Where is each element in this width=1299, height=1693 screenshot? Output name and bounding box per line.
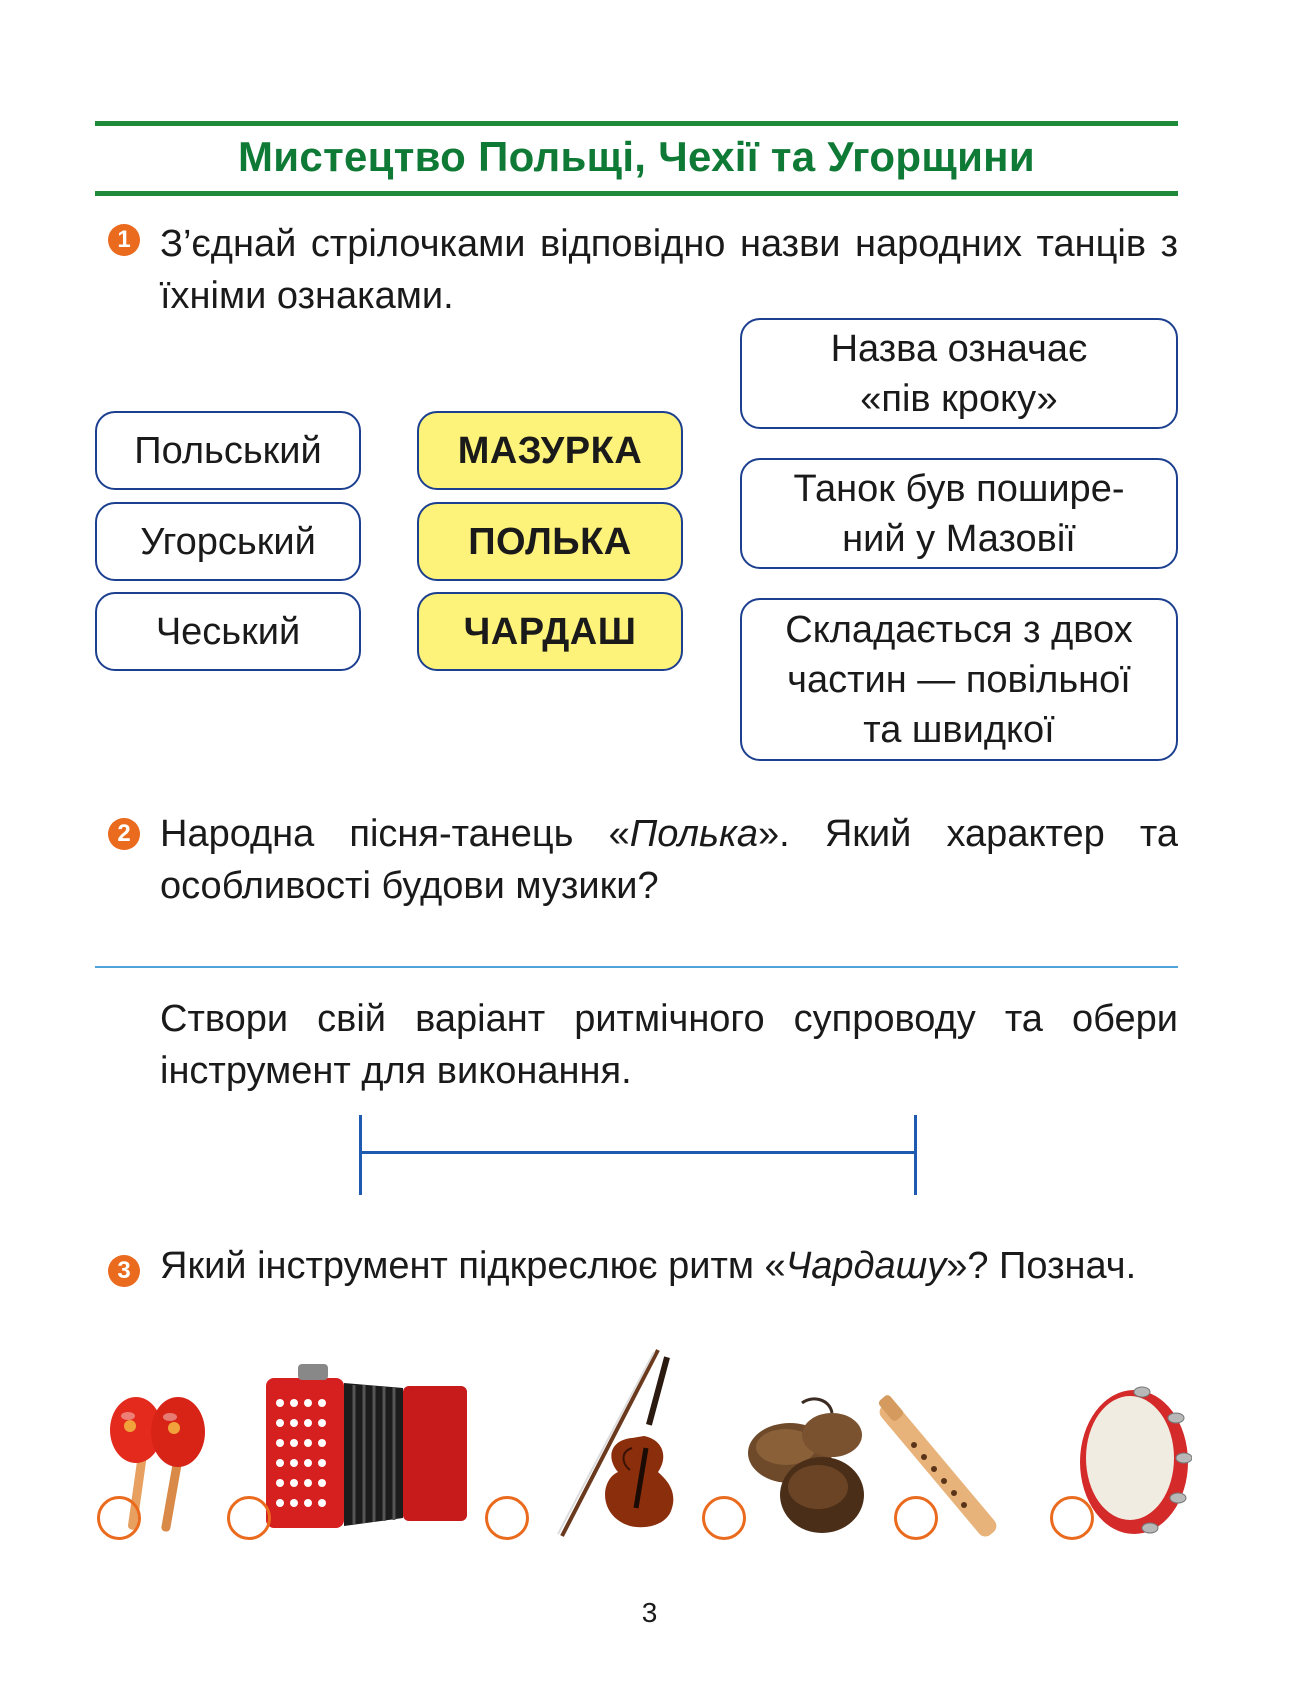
rhythm-task-text: Створи свій варіант ритмічного супроводу та обери інструмент для виконання. — [160, 998, 1178, 1092]
answer-line[interactable] — [95, 966, 1178, 968]
mark-circle-castanets[interactable] — [702, 1496, 746, 1540]
task-2-text-italic: Полька — [629, 813, 759, 855]
feature-box-half-step[interactable] — [740, 318, 1178, 429]
feature-1-line-2: «пів кроку» — [860, 377, 1058, 420]
recorder-icon — [870, 1395, 1010, 1540]
rhythm-line[interactable] — [360, 1151, 916, 1154]
mark-circle-accordion[interactable] — [227, 1496, 271, 1540]
accordion-icon — [258, 1358, 476, 1538]
dance-box-mazurka[interactable]: МАЗУРКА — [417, 411, 683, 490]
mark-circle-violin[interactable] — [485, 1496, 529, 1540]
page-title: Мистецтво Польщі, Чехії та Угорщини — [238, 133, 1035, 180]
rhythm-bar-right — [914, 1115, 917, 1195]
dance-box-polka[interactable]: ПОЛЬКА — [417, 502, 683, 581]
feature-3-line-3: та швидкої — [863, 708, 1055, 751]
task-1-text: З’єднай стрілочками відповідно назви народних танців з їхніми ознаками. — [160, 223, 1178, 317]
violin-icon — [540, 1348, 700, 1540]
dance-box-csardas[interactable]: ЧАРДАШ — [417, 592, 683, 671]
task-2-text — [160, 808, 1178, 912]
castanets-icon — [742, 1395, 872, 1540]
mark-circle-maracas[interactable] — [97, 1496, 141, 1540]
rhythm-bar-left — [359, 1115, 362, 1195]
feature-1-line-1: Назва означає — [830, 327, 1088, 370]
mark-circle-tambourine[interactable] — [1050, 1496, 1094, 1540]
mark-circle-recorder[interactable] — [894, 1496, 938, 1540]
task-3-number: 3 — [108, 1255, 140, 1287]
task-1-number: 1 — [108, 224, 140, 256]
page-number: 3 — [641, 1597, 658, 1628]
feature-2-line-1: Танок був пошире- — [793, 467, 1125, 510]
task-2-text-before: Народна пісня-танець « — [160, 813, 630, 855]
nationality-box-polish[interactable]: Польський — [95, 411, 361, 490]
task-3-text-after: »? Познач. — [946, 1245, 1137, 1287]
feature-box-mazovia[interactable] — [740, 458, 1178, 569]
feature-3-line-1: Складається з двох — [785, 608, 1133, 651]
title-rule-bottom — [95, 191, 1178, 196]
task-3-text-before: Який інструмент підкреслює ритм « — [160, 1245, 786, 1287]
feature-2-line-2: ний у Мазовії — [842, 517, 1076, 560]
feature-box-two-parts[interactable] — [740, 598, 1178, 761]
feature-3-line-2: частин — повільної — [787, 658, 1131, 701]
task-2-number: 2 — [108, 818, 140, 850]
nationality-box-czech[interactable]: Чеський — [95, 592, 361, 671]
title-rule-top — [95, 121, 1178, 126]
task-3-text-italic: Чардашу — [785, 1245, 947, 1287]
nationality-box-hungarian[interactable]: Угорський — [95, 502, 361, 581]
task-2-text-after: ». Який характер та особливості будови музики? — [160, 813, 1178, 907]
task-3-text — [160, 1240, 1178, 1292]
